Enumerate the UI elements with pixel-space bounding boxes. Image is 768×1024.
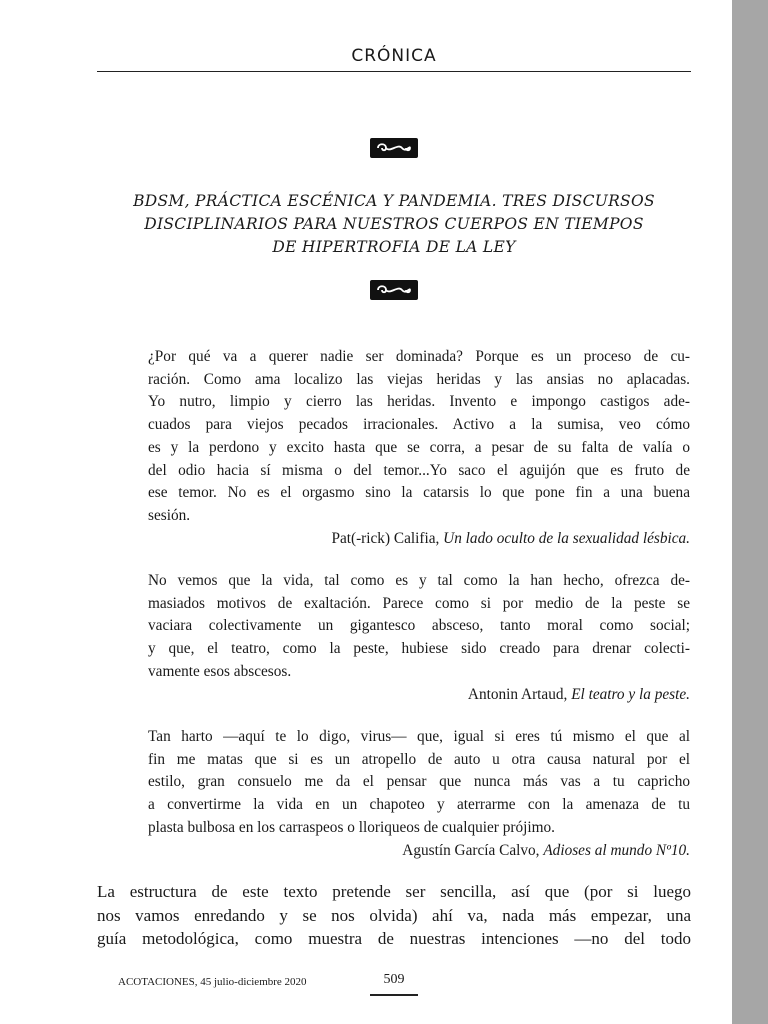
epigraph-work: Un lado oculto de la sexualidad lésbica. <box>443 529 690 547</box>
epigraph-line: Tan harto —aquí te lo digo, virus— que, igual si eres tú mismo el que al <box>148 728 690 745</box>
epigraph-line: vaciara colectivamente un gigantesco absceso, tanto moral como social; <box>148 617 690 635</box>
epigraph-line: ración. Como ama localizo las viejas heridas y las ansias no aplacadas. <box>148 370 690 388</box>
epigraph-attribution <box>148 840 690 863</box>
epigraph-line: plasta bulbosa en los carraspeos o lloriqueos de cualquier prójimo. <box>148 818 555 836</box>
epigraph-artaud <box>148 570 690 706</box>
epigraph-attribution <box>148 684 690 707</box>
epigraph-author: Pat(-rick) Califia, <box>331 529 440 547</box>
journal-footer: ACOTACIONES, 45 julio-diciembre 2020 <box>118 976 307 988</box>
epigraph-line: estilo, gran consuelo me da el pensar que nunca más vas a tu capricho <box>148 773 690 791</box>
epigraph-line: fin me matas que si es un atropello de auto u otra causa natural por el <box>148 750 690 768</box>
section-header: CRÓNICA <box>351 46 437 66</box>
article-title <box>100 190 688 259</box>
epigraph-line: cuados para viejos pecados irracionales. Activo a la sumisa, veo cómo <box>148 416 690 434</box>
epigraph-line: a convertirme la vida en un chapoteo y aterrarme con la amenaza de tu <box>148 796 690 814</box>
body-line: guía metodológica, como muestra de nuestras intenciones —no del todo <box>97 929 691 948</box>
title-line: DISCIPLINARIOS PARA NUESTROS CUERPOS EN TIEMPOS <box>144 215 644 233</box>
body-line: nos vamos enredando y se nos olvida) ahí va, nada más empezar, una <box>97 905 691 925</box>
epigraph-work: El teatro y la peste. <box>571 685 690 703</box>
page-number-rule <box>370 994 418 996</box>
epigraph-line: del odio hacia sí misma o del temor...Yo saco el aguijón que es fruto de <box>148 461 690 479</box>
epigraph-califia <box>148 346 690 550</box>
scroll-ornament-icon <box>370 138 418 158</box>
epigraph-line: vamente esos abscesos. <box>148 662 292 680</box>
epigraph-line: masiados motivos de exaltación. Parece como si por medio de la peste se <box>148 594 690 612</box>
page-number: 509 <box>383 972 405 987</box>
epigraph-author: Agustín García Calvo, <box>402 841 540 859</box>
scroll-ornament-icon <box>370 280 418 300</box>
epigraph-work: Adioses al mundo Nº10. <box>543 841 690 859</box>
header-rule <box>97 71 691 72</box>
epigraph-line: ese temor. No es el orgasmo sino la catarsis lo que pone fin a una buena <box>148 484 690 502</box>
title-line: BDSM, PRÁCTICA ESCÉNICA Y PANDEMIA. TRES DISCURSOS <box>133 192 655 210</box>
page-edge-bar <box>732 0 768 1024</box>
title-line: DE HIPERTROFIA DE LA LEY <box>272 238 516 256</box>
epigraph-line: y que, el teatro, como la peste, hubiese sido creado para drenar colecti- <box>148 640 690 658</box>
epigraph-author: Antonin Artaud, <box>467 685 568 703</box>
epigraph-line: es y la perdono y excito hasta que se corra, a pesar de su falta de valía o <box>148 438 690 456</box>
epigraph-line: Yo nutro, limpio y cierro las heridas. Invento e impongo castigos ade- <box>148 393 690 411</box>
body-paragraph <box>97 880 691 951</box>
epigraph-line: ¿Por qué va a querer nadie ser dominada? Porque es un proceso de cu- <box>148 348 690 365</box>
epigraph-garcia-calvo <box>148 726 690 862</box>
epigraph-line: sesión. <box>148 506 191 524</box>
epigraph-attribution <box>148 528 690 551</box>
epigraph-line: No vemos que la vida, tal como es y tal como la han hecho, ofrezca de- <box>148 572 690 589</box>
body-line: La estructura de este texto pretende ser sencilla, así que (por si luego <box>97 882 691 901</box>
